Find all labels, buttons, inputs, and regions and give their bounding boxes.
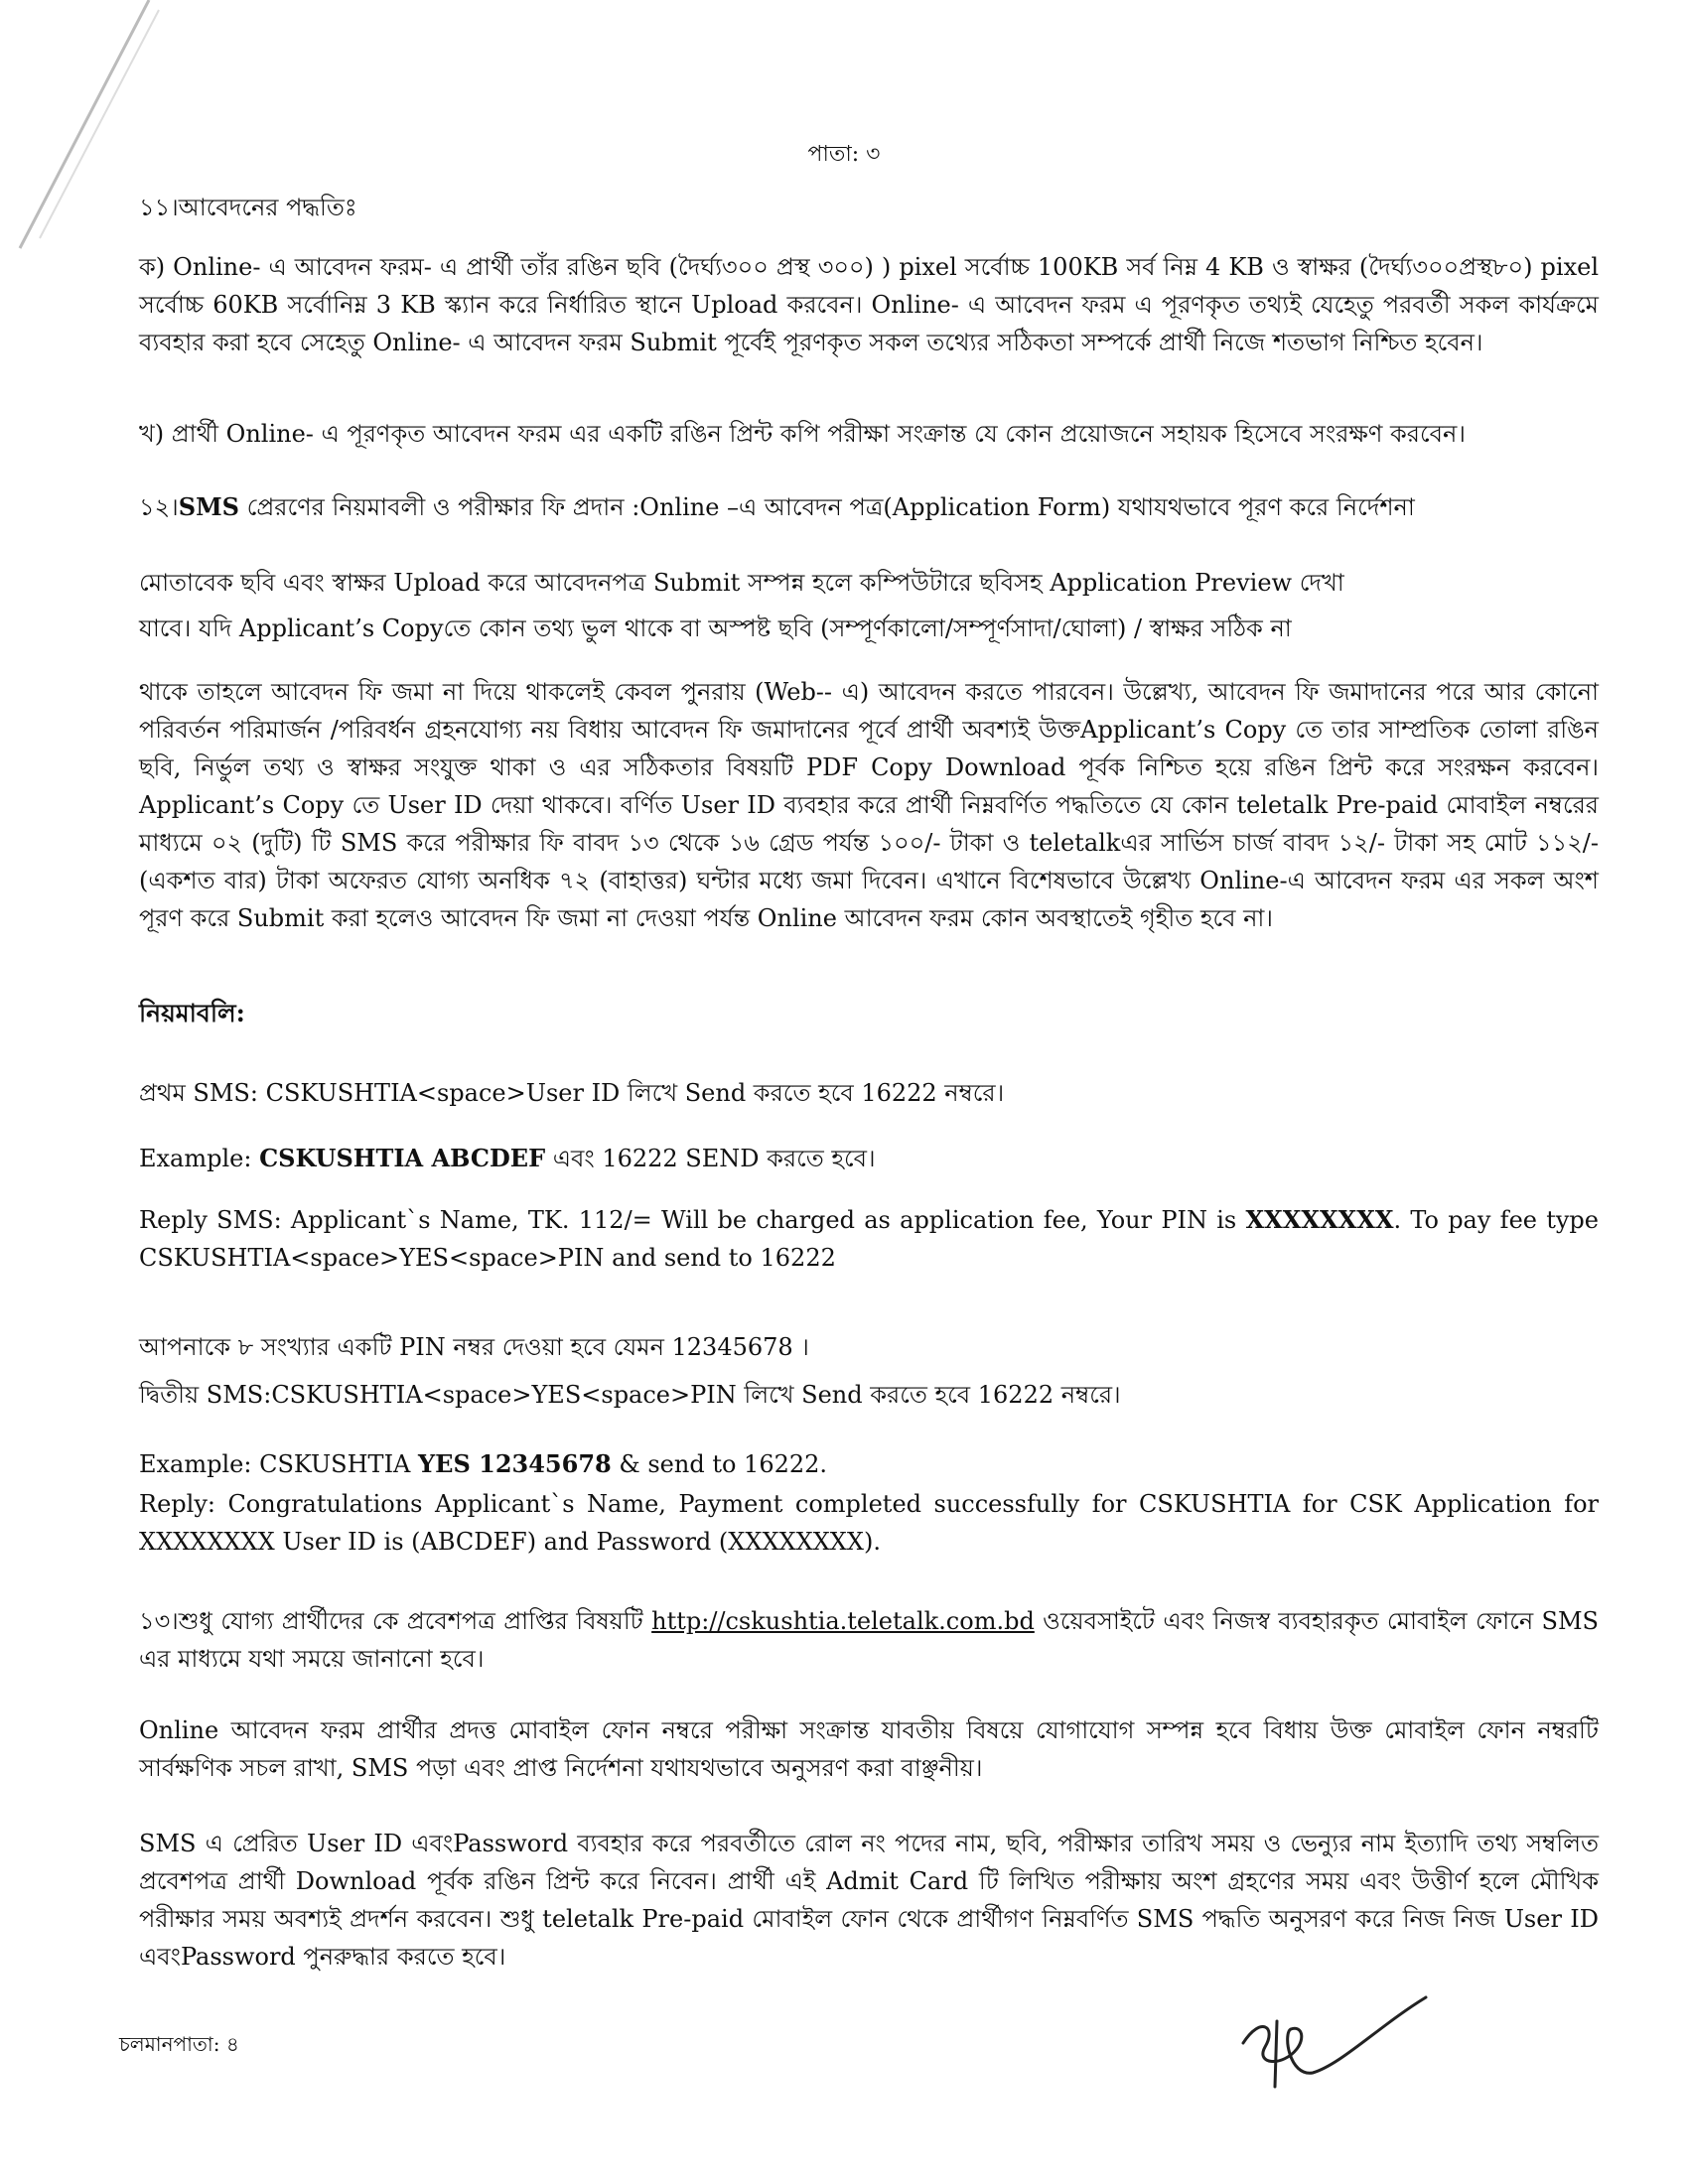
rules-reply-1 — [139, 1201, 1599, 1277]
reply-1-prefix: Reply SMS: Applicant`s Name, TK. 112/= Will be charged as application fee, Your PIN is — [139, 1206, 1246, 1234]
rules-first-sms: প্রথম SMS: CSKUSHTIA<space>User ID লিখে Send করতে হবে 16222 নম্বরে। — [139, 1079, 1005, 1107]
section-13-prefix: ১৩।শুধু যোগ্য প্রার্থীদের কে প্রবেশপত্র প্রাপ্তির বিষয়টি — [139, 1607, 652, 1635]
example-2-suffix: & send to 16222. — [611, 1450, 828, 1478]
example-1-prefix: Example: — [139, 1145, 260, 1172]
section-12-line-1-text: প্রেরণের নিয়মাবলী ও পরীক্ষার ফি প্রদান :Online –এ আবেদন পত্র(Application Form) যথাযথভাবে পূরণ করে নির্দেশনা — [246, 493, 1415, 521]
section-12-number: ১২। — [139, 493, 179, 521]
rules-heading: নিয়মাবলি: — [139, 999, 245, 1027]
section-12-line-1 — [139, 488, 1599, 526]
section-12-line-3: যাবে। যদি Applicant’s Copyতে কোন তথ্য ভুল থাকে বা অস্পষ্ট ছবি (সম্পূর্ণকালো/সম্পূর্ণসাদা/ঘোলা) / স্বাক্ষর সঠিক না — [139, 614, 1292, 642]
rules-pin-info: আপনাকে ৮ সংখ্যার একটি PIN নম্বর দেওয়া হবে যেমন 12345678 । — [139, 1333, 809, 1361]
signature — [1231, 1985, 1430, 2095]
example-2-prefix: Example: CSKUSHTIA — [139, 1450, 419, 1478]
page-number: পাতা: ৩ — [807, 142, 881, 167]
reply-1-pin: XXXXXXXX — [1245, 1205, 1394, 1234]
section-11-heading: ১১।আবেদনের পদ্ধতিঃ — [139, 194, 357, 221]
admit-card-para: SMS এ প্রেরিত User ID এবংPassword ব্যবহার করে পরবর্তীতে রোল নং পদের নাম, ছবি, পরীক্ষার তারিখ সময় ও ভেন্যুর নাম ইত্যাদি তথ্য সম্বলিত প্রবেশপত্র প্রার্থী Download পূর্বক রঙিন প্রিন্ট করে নিবেন। প্রার্থী এই Admit Card টি লিখিত পরীক্ষায় অংশ গ্রহণের সময় এবং উত্তীর্ণ হলে মৌখিক পরীক্ষার সময় অবশ্যই প্রদর্শন করবেন। শুধু teletalk Pre-paid মোবাইল ফোন থেকে প্রার্থীগণ নিম্নবর্ণিত SMS পদ্ধতি অনুসরণ করে নিজ নিজ User ID এবংPassword পুনরুদ্ধার করতে হবে। — [139, 1830, 1599, 1971]
example-1-bold: CSKUSHTIA ABCDEF — [259, 1144, 546, 1172]
section-12-body: থাকে তাহলে আবেদন ফি জমা না দিয়ে থাকলেই কেবল পুনরায় (Web-- এ) আবেদন করতে পারবেন। উল্লেখ্য, আবেদন ফি জমাদানের পরে আর কোনো পরিবর্তন পরিমার্জন /পরিবর্ধন গ্রহনযোগ্য নয় বিধায় আবেদন ফি জমাদানের পূর্বে প্রার্থী অবশ্যই উক্তApplicant’s Copy তে তার সাম্প্রতিক তোলা রঙিন ছবি, নির্ভুল তথ্য ও স্বাক্ষর সংযুক্ত থাকা ও এর সঠিকতার বিষয়টি PDF Copy Download পূর্বক নিশ্চিত হয়ে রঙিন প্রিন্ট করে সংরক্ষন করবেন। Applicant’s Copy তে User ID দেয়া থাকবে। বর্ণিত User ID ব্যবহার করে প্রার্থী নিম্নবর্ণিত পদ্ধতিতে যে কোন teletalk Pre-paid মোবাইল নম্বরের মাধ্যমে ০২ (দুটি) টি SMS করে পরীক্ষার ফি বাবদ ১৩ থেকে ১৬ গ্রেড পর্যন্ত ১০০/- টাকা ও teletalkএর সার্ভিস চার্জ বাবদ ১২/- টাকা সহ মোট ১১২/- (একশত বার) টাকা অফেরত যোগ্য অনধিক ৭২ (বাহাত্তর) ঘন্টার মধ্যে জমা দিবেন। এখানে বিশেষভাবে উল্লেখ্য Online-এ আবেদন ফরম এর সকল অংশ পূরণ করে Submit করা হলেও আবেদন ফি জমা না দেওয়া পর্যন্ত Online আবেদন ফরম কোন অবস্থাতেই গৃহীত হবে না। — [139, 678, 1599, 932]
section-12-line-2: মোতাবেক ছবি এবং স্বাক্ষর Upload করে আবেদনপত্র Submit সম্পন্ন হলে কম্পিউটারে ছবিসহ Application Preview দেখা — [139, 569, 1344, 597]
section-11-para-a: ক) Online- এ আবেদন ফরম- এ প্রার্থী তাঁর রঙিন ছবি (দৈর্ঘ্য৩০০ প্রস্থ ৩০০) ) pixel সর্বোচ্চ 100KB সর্ব নিম্ন 4 KB ও স্বাক্ষর (দৈর্ঘ্য৩০০প্রস্থ৮০) pixel সর্বোচ্চ 60KB সর্বোনিম্ন 3 KB স্ক্যান করে নির্ধারিত স্থানে Upload করবেন। Online- এ আবেদন ফরম এ পূরণকৃত তথ্যই যেহেতু পরবর্তী সকল কার্যক্রমে ব্যবহার করা হবে সেহেতু Online- এ আবেদন ফরম Submit পূর্বেই পূরণকৃত সকল তথ্যের সঠিকতা সম্পর্কে প্রার্থী নিজে শতভাগ নিশ্চিত হবেন। — [139, 253, 1599, 356]
section-11-para-b: খ) প্রার্থী Online- এ পূরণকৃত আবেদন ফরম এর একটি রঙিন প্রিন্ট কপি পরীক্ষা সংক্রান্ত যে কোন প্রয়োজনে সহায়ক হিসেবে সংরক্ষণ করবেন। — [139, 420, 1466, 448]
example-2-bold: YES 12345678 — [418, 1449, 612, 1478]
section-13-suffix: ওয়েবসাইটে এবং নিজস্ব ব্যবহারকৃত মোবাইল ফোনে SMS এর মাধ্যমে যথা সময়ে জানানো হবে। — [139, 1607, 1599, 1673]
example-1-suffix: এবং 16222 SEND করতে হবে। — [545, 1145, 876, 1172]
online-contact-para: Online আবেদন ফরম প্রার্থীর প্রদত্ত মোবাইল ফোন নম্বরে পরীক্ষা সংক্রান্ত যাবতীয় বিষয়ে যোগাযোগ সম্পন্ন হবে বিধায় উক্ত মোবাইল ফোন নম্বরটি সার্বক্ষণিক সচল রাখা, SMS পড়া এবং প্রাপ্ত নির্দেশনা যথাযথভাবে অনুসরণ করা বাঞ্ছনীয়। — [139, 1716, 1599, 1782]
rules-example-2 — [139, 1445, 1599, 1483]
rules-second-sms: দ্বিতীয় SMS:CSKUSHTIA<space>YES<space>PIN লিখে Send করতে হবে 16222 নম্বরে। — [139, 1381, 1121, 1409]
continued-page-label: চলমানপাতা: ৪ — [119, 2032, 239, 2056]
rules-reply-2: Reply: Congratulations Applicant`s Name, Payment completed successfully for CSKUSHTIA for CSK Application for XXXXXXXX User ID is (ABCDEF) and Password (XXXXXXXX). — [139, 1490, 1599, 1556]
section-12-bold-sms: SMS — [178, 492, 239, 521]
rules-example-1 — [139, 1140, 1599, 1177]
teletalk-link[interactable]: http://cskushtia.teletalk.com.bd — [651, 1607, 1035, 1635]
section-13 — [139, 1602, 1599, 1678]
reply-1-suffix: . To pay fee type CSKUSHTIA<space>YES<space>PIN and send to 16222 — [139, 1206, 1600, 1272]
